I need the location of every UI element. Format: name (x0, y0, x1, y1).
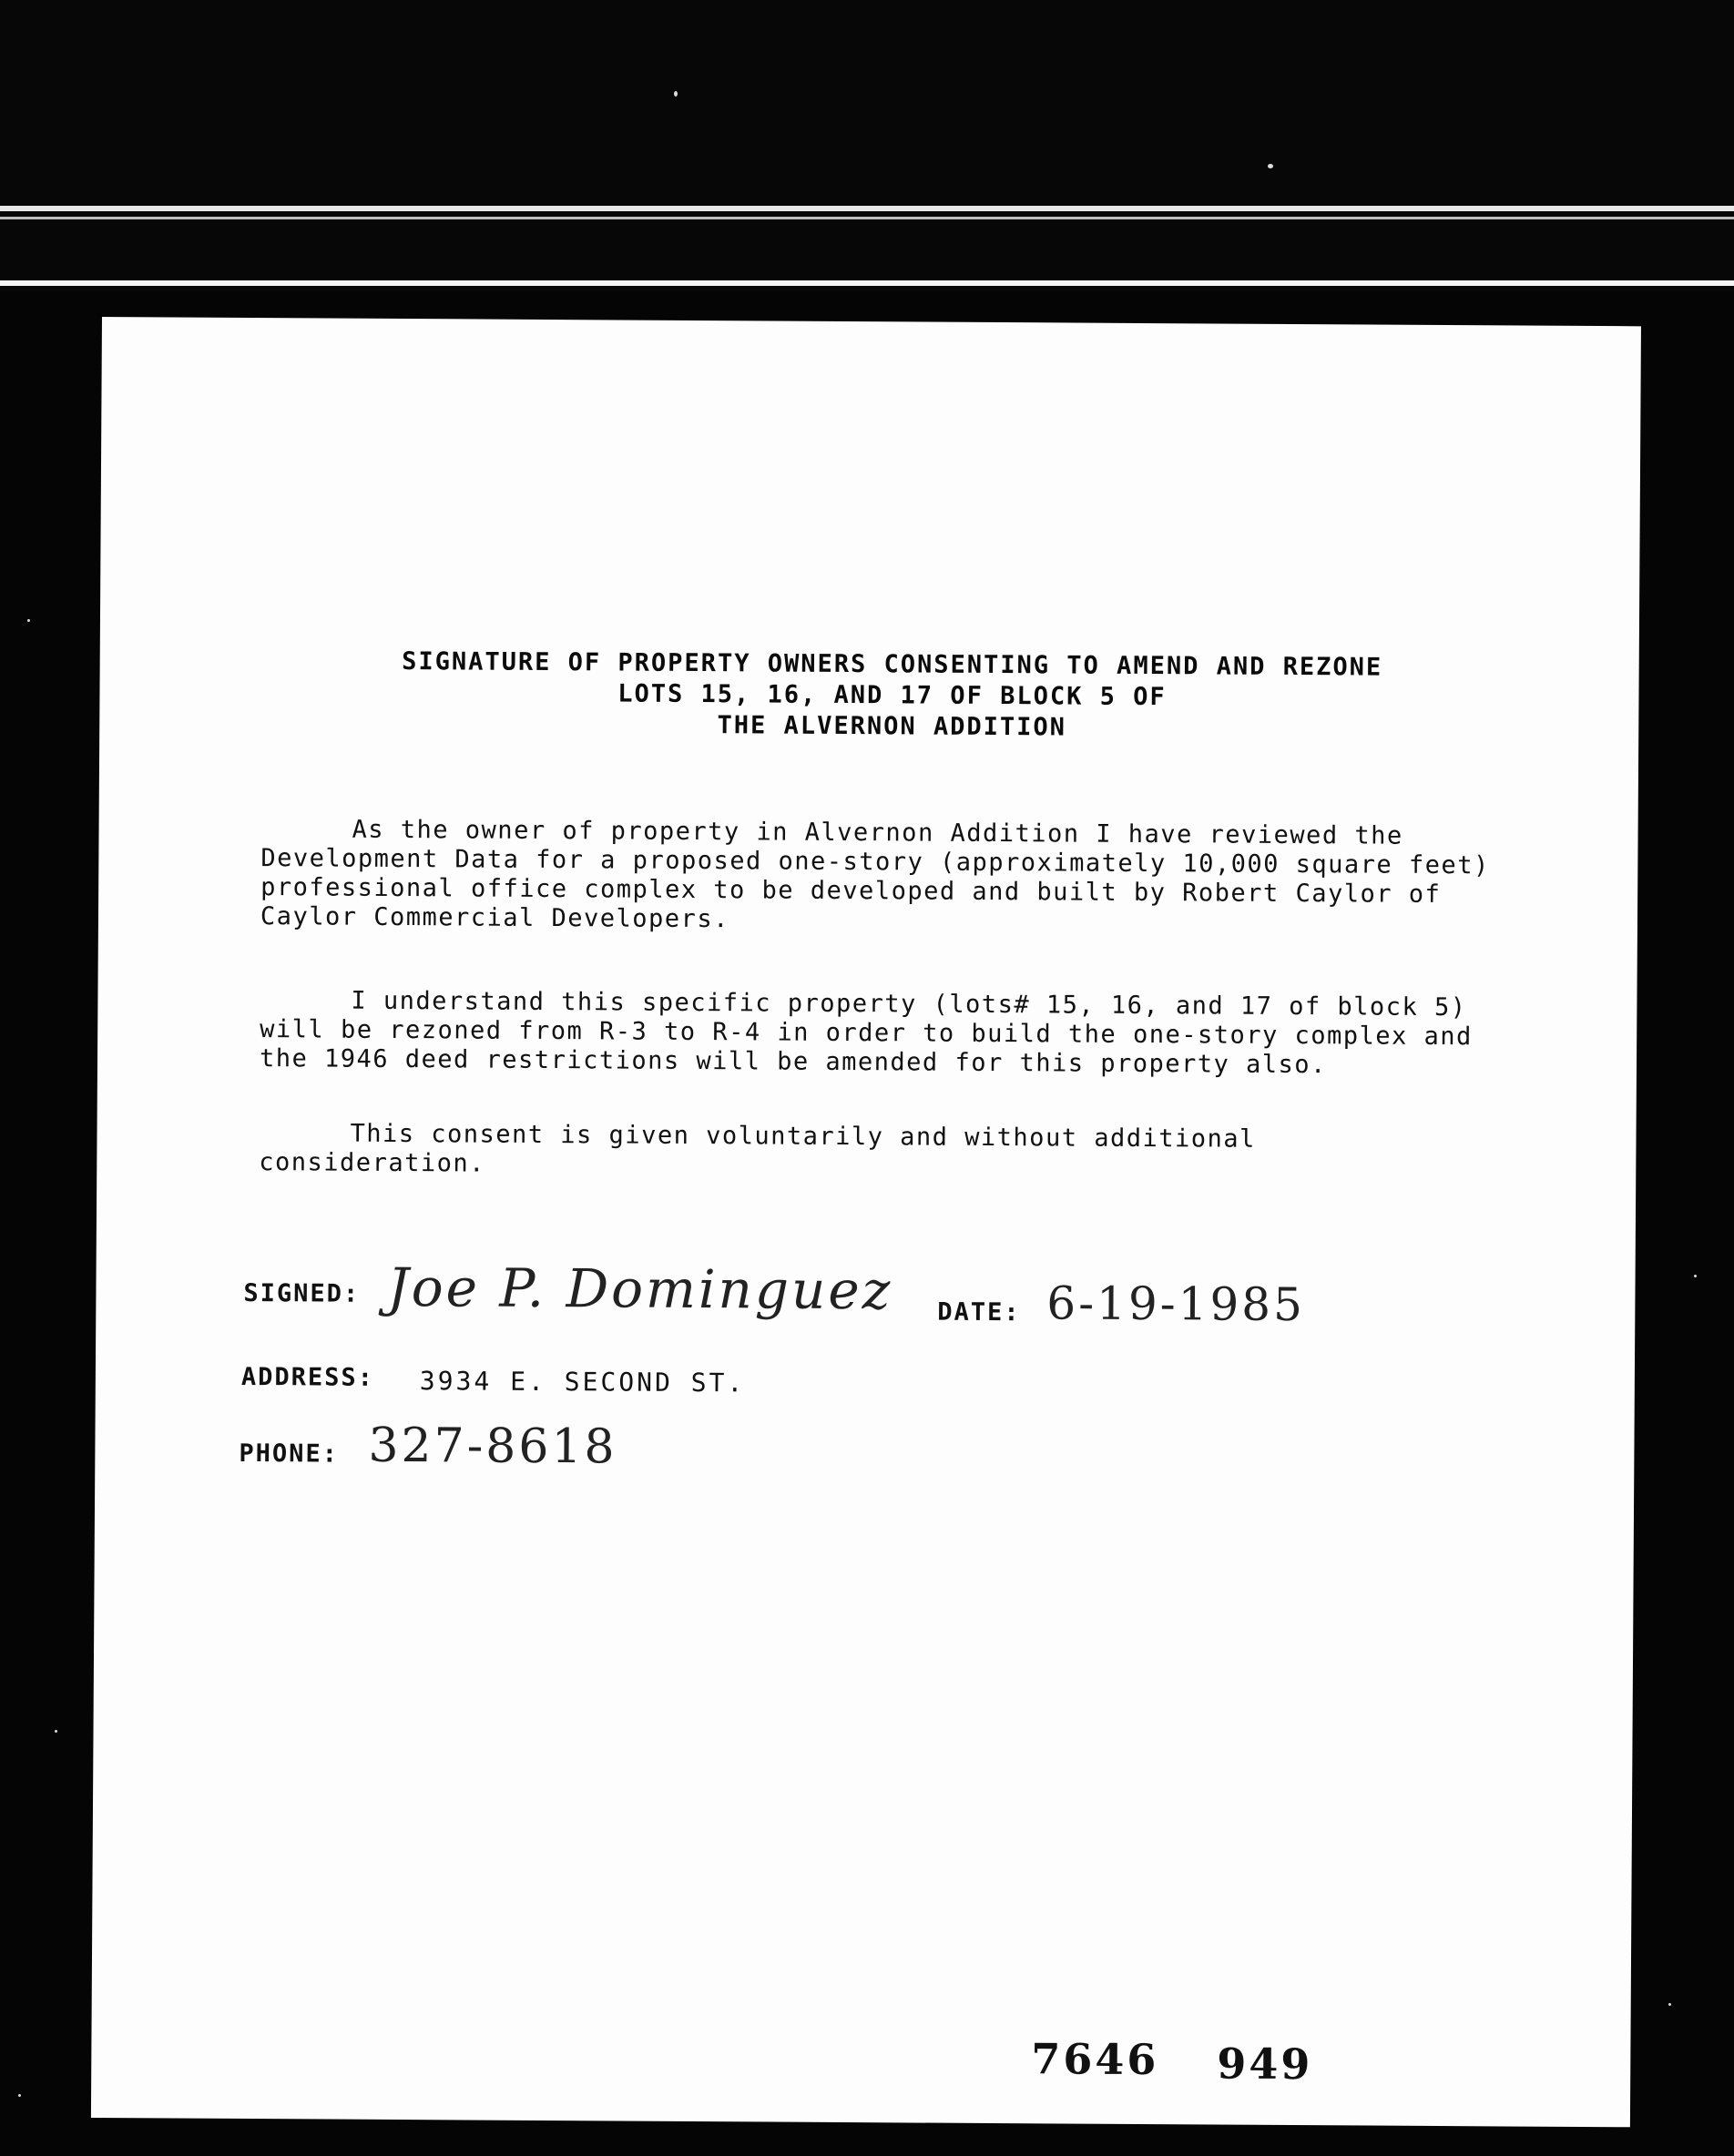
title-line: THE ALVERNON ADDITION (717, 711, 1067, 742)
scan-speck (1694, 1275, 1697, 1277)
phone-value: 327-8618 (368, 1418, 617, 1475)
stamp-number-2: 949 (1217, 2039, 1313, 2090)
consent-paragraph-1: As the owner of property in Alvernon Addition I have reviewed the Development Data for a proposed one-story (approximately 10,000 square feet) professional office complex to be developed and built by Robert Caylor of Caylor Commercial Developers. (260, 815, 1490, 934)
document-page (91, 317, 1641, 2127)
date-value: 6-19-1985 (1046, 1276, 1306, 1332)
scan-speck (18, 2094, 21, 2097)
scan-line (0, 206, 1734, 211)
title-line: LOTS 15, 16, AND 17 OF BLOCK 5 OF (617, 679, 1167, 712)
scan-speck (1268, 164, 1273, 168)
scan-speck (27, 619, 30, 622)
signed-label: SIGNED: (243, 1278, 361, 1308)
consent-paragraph-3: This consent is given voluntarily and without additional consideration. (259, 1119, 1256, 1178)
stamp-number-1: 7646 (1031, 2034, 1159, 2085)
phone-label: PHONE: (239, 1439, 340, 1469)
address-label: ADDRESS: (240, 1362, 375, 1392)
scan-line (0, 217, 1734, 219)
signature: Joe P. Dominguez (387, 1256, 893, 1322)
scan-background-top (0, 0, 1734, 291)
consent-paragraph-2: I understand this specific property (lots# 15, 16, and 17 of block 5) will be rezoned from R-3 to R-4 in order to build the one-story complex and the 1946 deed restrictions will be amended for this property also. (259, 986, 1473, 1080)
document-title (318, 646, 1466, 746)
scan-speck (674, 91, 678, 97)
title-line: SIGNATURE OF PROPERTY OWNERS CONSENTING TO AMEND AND REZONE (402, 647, 1383, 682)
date-label: DATE: (937, 1297, 1021, 1327)
scan-speck (55, 1730, 57, 1733)
scan-line (0, 280, 1734, 286)
scan-speck (1668, 2003, 1671, 2006)
address-value: 3934 E. SECOND ST. (419, 1366, 746, 1398)
